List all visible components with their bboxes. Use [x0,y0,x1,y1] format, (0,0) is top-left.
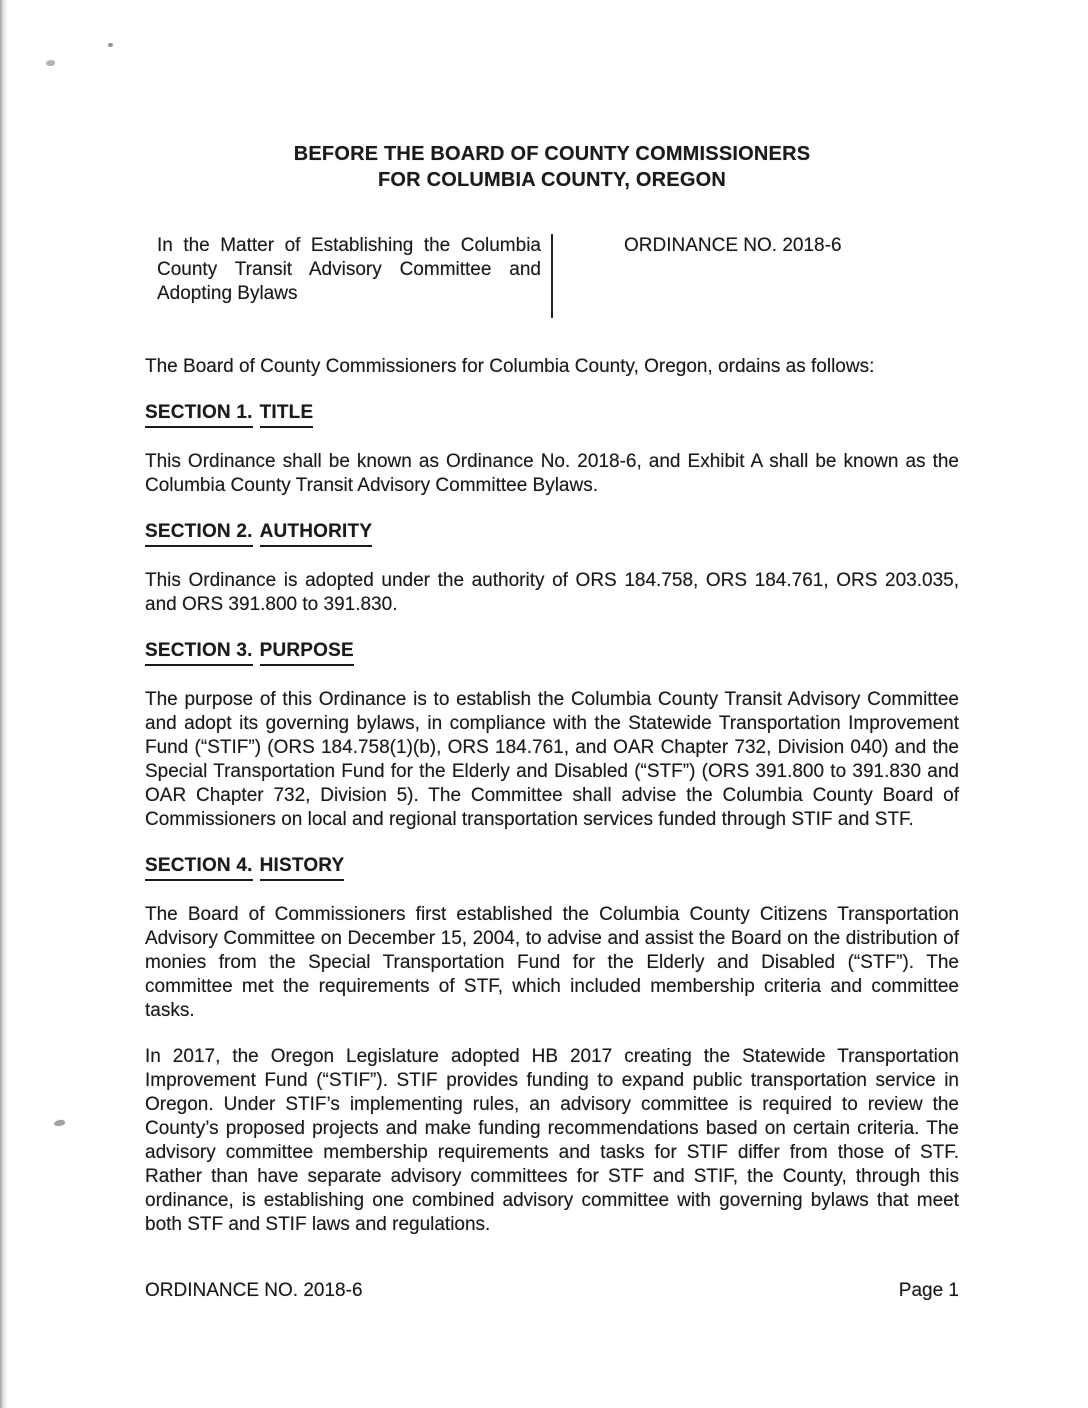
case-caption [145,234,959,318]
scan-speck [53,1119,65,1127]
scan-edge-artifact [0,0,8,1408]
enacting-clause: The Board of County Commissioners for Columbia County, Oregon, ordains as follows: [145,356,875,377]
section-2-paragraph: This Ordinance is adopted under the authority of ORS 184.758, ORS 184.761, ORS 203.035, and ORS 391.800 to 391.830. [145,570,959,615]
caption-matter-box [145,234,553,318]
section-2-heading [145,520,959,547]
footer-ordinance-number: ORDINANCE NO. 2018-6 [145,1280,363,1301]
heading-line-1: BEFORE THE BOARD OF COUNTY COMMISSIONERS [293,143,811,165]
section-4-number: SECTION 4. [145,854,253,881]
section-3-number: SECTION 3. [145,639,253,666]
footer-page-number: Page 1 [898,1280,959,1301]
section-4-heading [145,854,959,881]
section-2-authority [145,520,959,617]
section-1-number: SECTION 1. [145,401,253,428]
section-4-paragraph-2: In 2017, the Oregon Legislature adopted HB 2017 creating the Statewide Transportation Improvement Fund (“STIF”). STIF provides funding to expand public transportation service in Oregon. Under STIF’s implementing rules, an advisory committee is required to review the County’s proposed projects and make funding recommendations based on certain criteria. The advisory committee membership requirements and tasks for STIF differ from those of STF. Rather than have separate advisory committees for STF and STIF, the County, through this ordinance, is establishing one combined advisory committee with governing bylaws that meet both STF and STIF laws and regulations. [145,1046,959,1235]
section-1-paragraph: This Ordinance shall be known as Ordinance No. 2018-6, and Exhibit A shall be known as the Columbia County Transit Advisory Committee Bylaws. [145,451,959,496]
scan-speck [108,43,113,47]
section-3-heading [145,639,959,666]
section-3-purpose [145,639,959,832]
section-3-paragraph: The purpose of this Ordinance is to establish the Columbia County Transit Advisory Committee and adopt its governing bylaws, in compliance with the Statewide Transportation Improvement Fund (“STIF”) (ORS 184.758(1)(b), ORS 184.761, and OAR Chapter 732, Division 040) and the Special Transportation Fund for the Elderly and Disabled (“STF”) (ORS 391.800 to 391.830 and OAR Chapter 732, Division 5). The Committee shall advise the Columbia County Board of Commissioners on local and regional transportation services funded through STIF and STF. [145,689,959,830]
section-4-history [145,854,959,1237]
section-4-heading-title: HISTORY [260,854,345,881]
ordinance-number: ORDINANCE NO. 2018-6 [624,235,842,256]
section-2-number: SECTION 2. [145,520,253,547]
section-1-heading [145,401,959,428]
caption-matter-text: In the Matter of Establishing the Columbia County Transit Advisory Committee and Adopting Bylaws [157,235,541,304]
document-heading [145,141,959,193]
section-1-heading-title: TITLE [260,401,314,428]
heading-line-2: FOR COLUMBIA COUNTY, OREGON [378,169,726,191]
section-2-heading-title: AUTHORITY [260,520,373,547]
section-3-heading-title: PURPOSE [260,639,354,666]
document-content [145,0,959,1259]
section-1-title [145,401,959,498]
section-4-paragraph-1: The Board of Commissioners first established the Columbia County Citizens Transportation Advisory Committee on December 15, 2004, to advise and assist the Board on the distribution of monies from the Special Transportation Fund for the Elderly and Disabled (“STF”). The committee met the requirements of STF, which included membership criteria and committee tasks. [145,904,959,1021]
page-footer [145,1279,959,1303]
scan-speck [46,60,55,66]
